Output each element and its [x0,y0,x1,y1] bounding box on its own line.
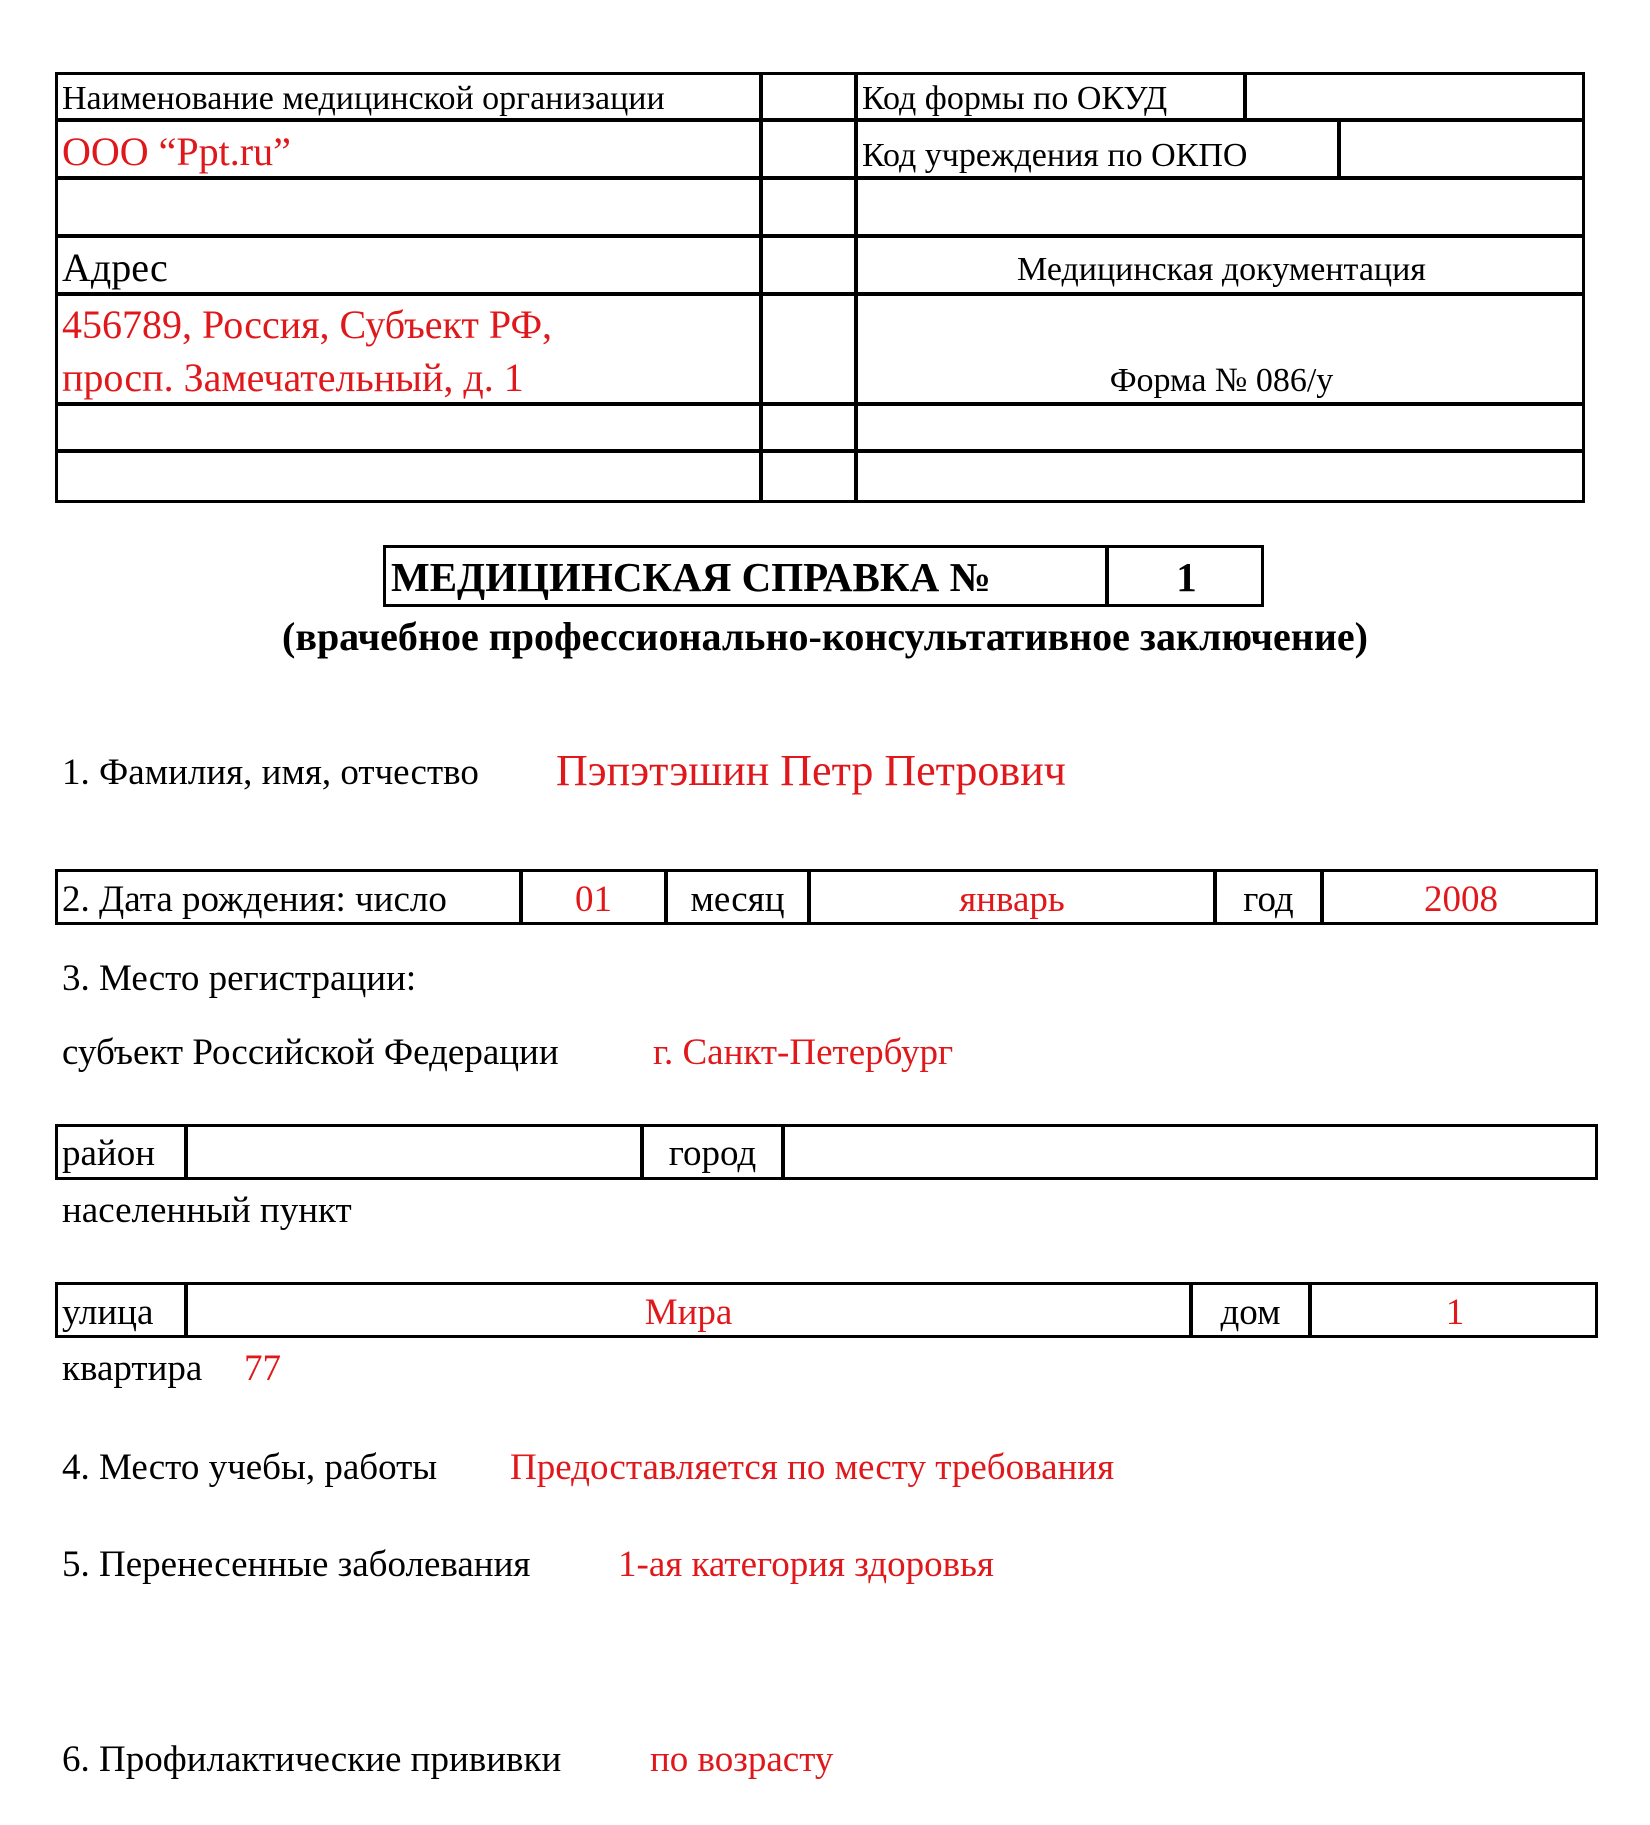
org-name: ООО “Ppt.ru” [62,129,291,174]
house-label: дом [1220,1292,1281,1333]
cell-divider [1320,869,1324,925]
title-divider [1105,545,1109,607]
cell-divider [1213,869,1217,925]
okud-code-divider [1243,72,1247,122]
row-divider [55,449,1585,453]
district-label: район [62,1133,156,1174]
form-number: Форма № 086/у [1109,362,1334,399]
apartment-label: квартира [62,1348,203,1389]
dob-month-value: январь [959,879,1065,920]
diseases-label: 5. Перенесенные заболевания [62,1544,531,1585]
settlement-label: населенный пункт [62,1190,352,1231]
dob-label: 2. Дата рождения: число [62,879,447,920]
address-line-1: 456789, Россия, Субъект РФ, [62,302,553,347]
certificate-number: 1 [1176,554,1197,600]
dob-month-label: месяц [690,879,785,920]
row-divider [55,402,1585,406]
subject-value: г. Санкт-Петербург [653,1032,954,1073]
okpo-code-divider [1337,122,1341,179]
registration-label: 3. Место регистрации: [62,958,417,999]
okud-label: Код формы по ОКУД [862,80,1168,117]
dob-year-label: год [1243,879,1294,920]
work-value: Предоставляется по месту требования [510,1447,1115,1488]
row-divider [55,118,759,122]
apartment-value: 77 [244,1348,281,1389]
dob-day-value: 01 [575,879,612,920]
column-divider [759,72,763,503]
house-value: 1 [1445,1292,1465,1333]
row-divider [55,292,1585,296]
cell-divider [781,1124,785,1180]
cell-divider [664,869,668,925]
cell-divider [640,1124,644,1180]
cell-divider [184,1124,188,1180]
okpo-label: Код учреждения по ОКПО [862,137,1248,174]
city-label: город [668,1133,757,1174]
fio-value: Пэпэтэшин Петр Петрович [556,746,1066,795]
vaccinations-label: 6. Профилактические прививки [62,1739,562,1780]
org-label: Наименование медицинской организации [62,80,665,117]
title-subtitle: (врачебное профессионально-консультативное заключение) [282,614,1368,659]
cell-divider [807,869,811,925]
row-divider [759,118,1585,122]
street-value: Мира [644,1292,733,1333]
row-divider [55,176,759,180]
diseases-value: 1-ая категория здоровья [618,1544,994,1585]
address-label: Адрес [62,245,168,290]
cell-divider [519,869,523,925]
title-heading: МЕДИЦИНСКАЯ СПРАВКА № [391,554,991,600]
row-divider [55,234,1585,238]
work-label: 4. Место учебы, работы [62,1447,438,1488]
district-city-border [55,1124,1598,1180]
subject-label: субъект Российской Федерации [62,1032,559,1073]
cell-divider [1308,1282,1312,1338]
address-line-2: просп. Замечательный, д. 1 [62,355,524,400]
med-doc-label: Медицинская документация [1017,251,1426,288]
cell-divider [184,1282,188,1338]
vaccinations-value: по возрасту [650,1739,834,1780]
row-divider [759,176,1585,180]
cell-divider [1189,1282,1193,1338]
fio-label: 1. Фамилия, имя, отчество [62,752,479,793]
street-label: улица [62,1292,154,1333]
dob-year-value: 2008 [1424,879,1498,920]
column-divider [854,72,858,503]
